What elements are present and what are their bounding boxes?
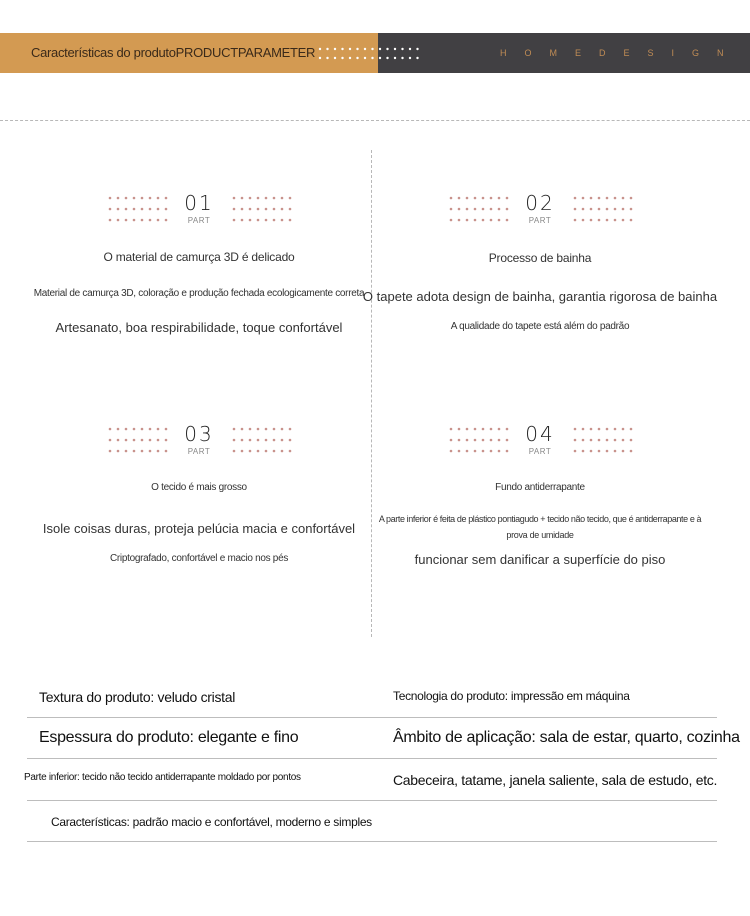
feature-part-label: PART [187, 216, 211, 225]
spec-thickness: Espessura do produto: elegante e fino [39, 729, 299, 746]
feature-number: 02 [525, 191, 555, 215]
spec-row-divider [27, 717, 717, 718]
banner-dots-icon [318, 46, 422, 62]
feature-part-label: PART [528, 216, 552, 225]
feature-number: 04 [525, 422, 555, 446]
spec-row-divider [27, 758, 717, 759]
feature-line: A parte inferior é feita de plástico pontiagudo + tecido não tecido, que é antiderrapante e à [378, 514, 702, 524]
feature-part-label: PART [187, 447, 211, 456]
spec-technology: Tecnologia do produto: impressão em máquina [393, 689, 630, 703]
feature-number: 03 [184, 422, 214, 446]
feature-line: Material de camurça 3D, coloração e produção fechada ecologicamente correta [33, 288, 365, 299]
spec-scope: Âmbito de aplicação: sala de estar, quarto, cozinha [393, 729, 740, 746]
spec-row-divider [27, 800, 717, 801]
dot-grid-icon [232, 427, 292, 453]
feature-line: Isole coisas duras, proteja pelúcia macia e confortável [42, 521, 356, 536]
feature-part-label: PART [528, 447, 552, 456]
dashed-separator [0, 120, 750, 121]
feature-line: O tapete adota design de bainha, garantia rigorosa de bainha [362, 289, 718, 304]
spec-places: Cabeceira, tatame, janela saliente, sala de estudo, etc. [393, 772, 718, 788]
feature-heading: O material de camurça 3D é delicado [103, 250, 295, 264]
banner-title: Características do produtoPRODUCTPARAMETER [31, 45, 316, 60]
spec-row-divider [27, 841, 717, 842]
spec-bottom: Parte inferior: tecido não tecido antiderrapante moldado por pontos [24, 772, 301, 783]
feature-line: A qualidade do tapete está além do padrão [450, 321, 630, 332]
feature-line: Criptografado, confortável e macio nos pés [109, 553, 289, 564]
feature-number: 01 [184, 191, 214, 215]
feature-heading: O tecido é mais grosso [151, 482, 247, 493]
feature-heading: Fundo antiderrapante [495, 482, 585, 493]
brand-text: HOMEDESIGN [500, 48, 742, 58]
feature-line: Artesanato, boa respirabilidade, toque confortável [55, 320, 343, 335]
spec-features: Características: padrão macio e confortável, moderno e simples [51, 815, 372, 829]
spec-texture: Textura do produto: veludo cristal [39, 689, 236, 705]
dot-grid-icon [232, 196, 292, 222]
dot-grid-icon [573, 196, 633, 222]
feature-line: prova de umidade [506, 530, 574, 540]
header-banner [0, 33, 750, 73]
feature-line: funcionar sem danificar a superfície do piso [414, 552, 666, 567]
feature-heading: Processo de bainha [488, 251, 592, 265]
dot-grid-icon [573, 427, 633, 453]
